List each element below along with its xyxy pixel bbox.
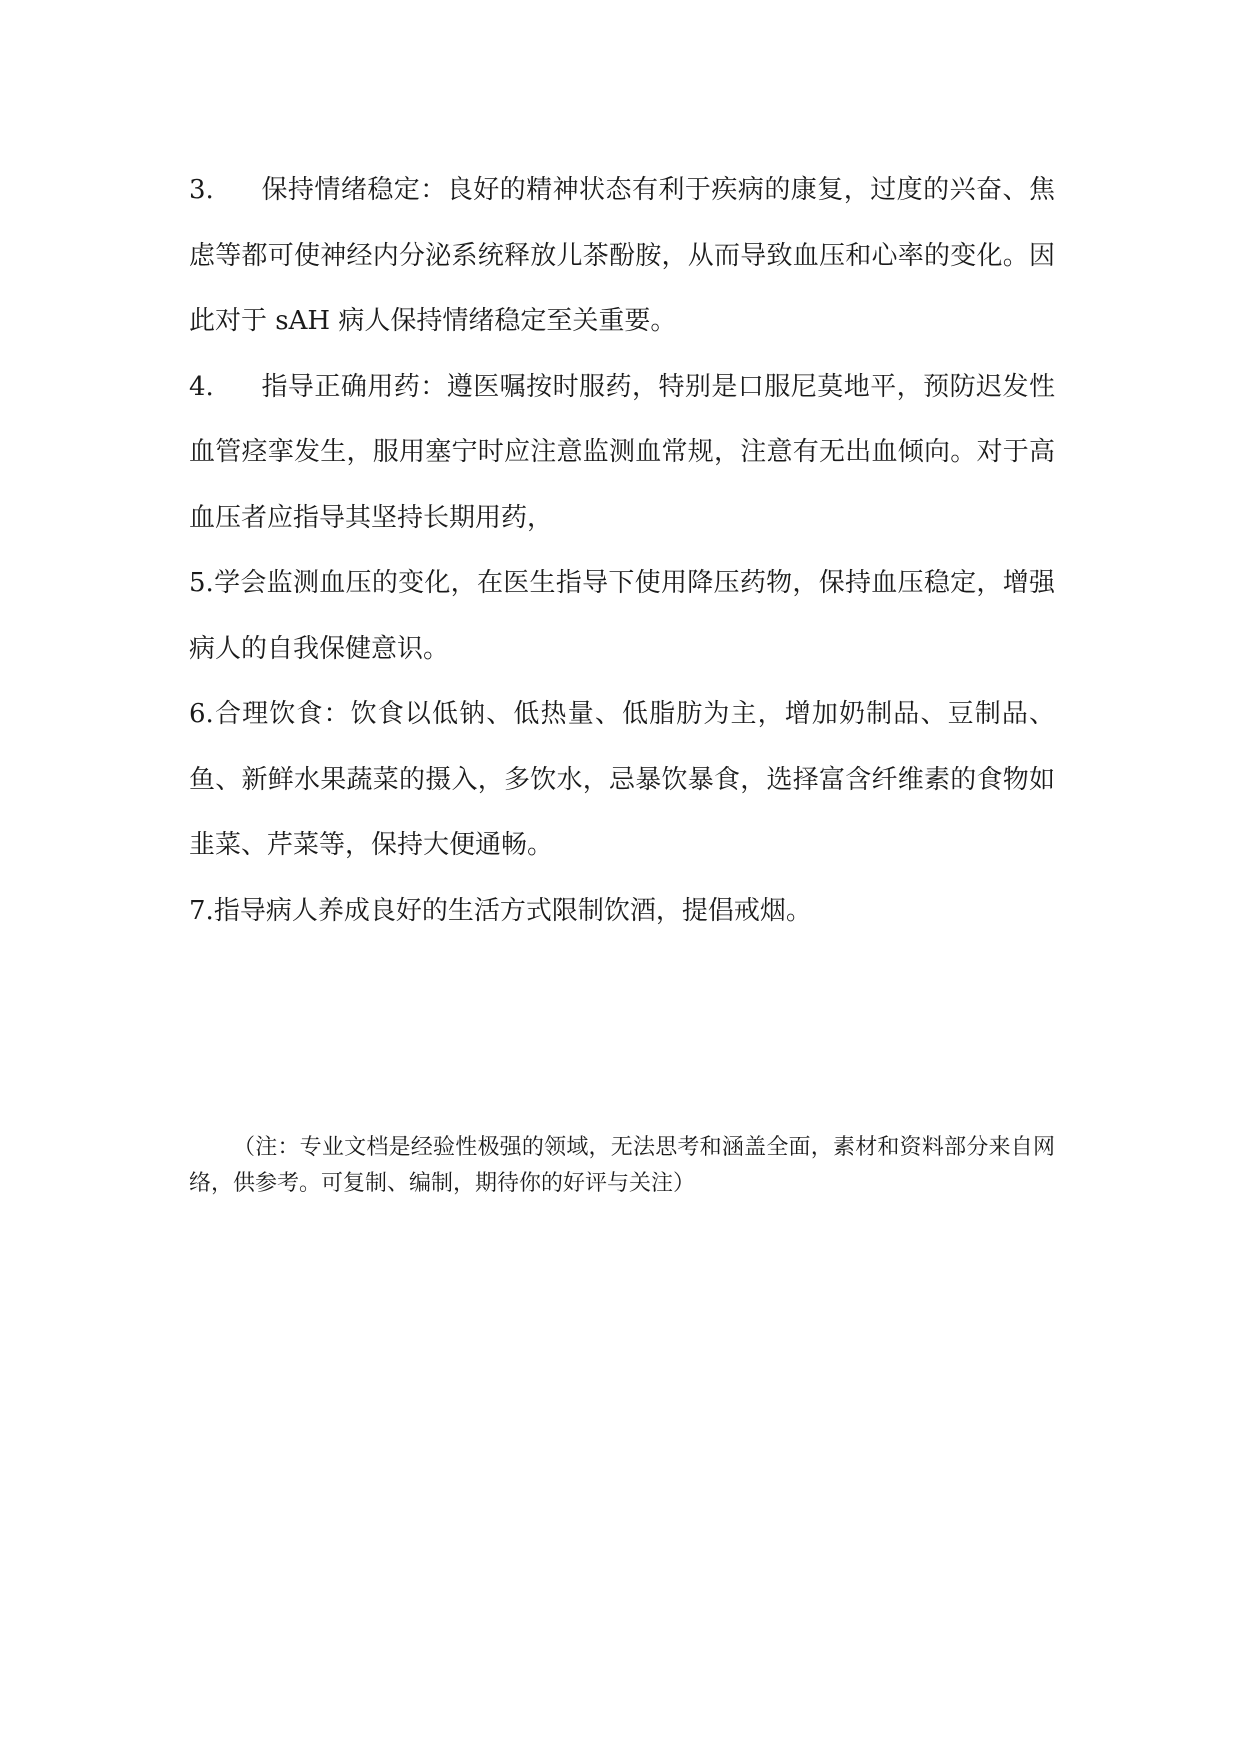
footnote: （注：专业文档是经验性极强的领域，无法思考和涵盖全面，素材和资料部分来自网络，供参考。可复制、编制，期待你的好评与关注）: [189, 1135, 1055, 1196]
paragraph-number: 5.: [189, 568, 214, 598]
paragraph-text: 学会监测血压的变化，在医生指导下使用降压药物，保持血压稳定，增强病人的自我保健意识。: [189, 568, 1055, 664]
paragraph-number: 4.: [189, 371, 214, 402]
paragraph-7: [189, 879, 1055, 945]
paragraph-text: 指导正确用药：遵医嘱按时服药，特别是口服尼莫地平，预防迟发性血管痉挛发生，服用塞宁时应注意监测血常规，注意有无出血倾向。对于高血压者应指导其坚持长期用药，: [189, 371, 1055, 533]
paragraph-6: [189, 682, 1055, 879]
paragraph-3: [189, 158, 1055, 355]
paragraph-text: 指导病人养成良好的生活方式限制饮酒，提倡戒烟。: [213, 895, 812, 926]
paragraph-text: 保持情绪稳定：良好的精神状态有利于疾病的康复，过度的兴奋、焦虑等都可使神经内分泌系统释放儿茶酚胺，从而导致血压和心率的变化。因此对于 sAH 病人保持情绪稳定至关重要。: [189, 175, 1055, 336]
paragraph-number: 7.: [189, 895, 214, 926]
paragraph-number: 3.: [189, 175, 214, 205]
paragraph-number: 6.: [189, 699, 214, 729]
paragraph-text: 合理饮食：饮食以低钠、低热量、低脂肪为主，增加奶制品、豆制品、鱼、新鲜水果蔬菜的摄入，多饮水，忌暴饮暴食，选择富含纤维素的食物如韭菜、芹菜等，保持大便通畅。: [189, 699, 1055, 860]
document-body: [189, 158, 1055, 944]
paragraph-5: [189, 551, 1055, 682]
paragraph-4: [189, 355, 1055, 552]
